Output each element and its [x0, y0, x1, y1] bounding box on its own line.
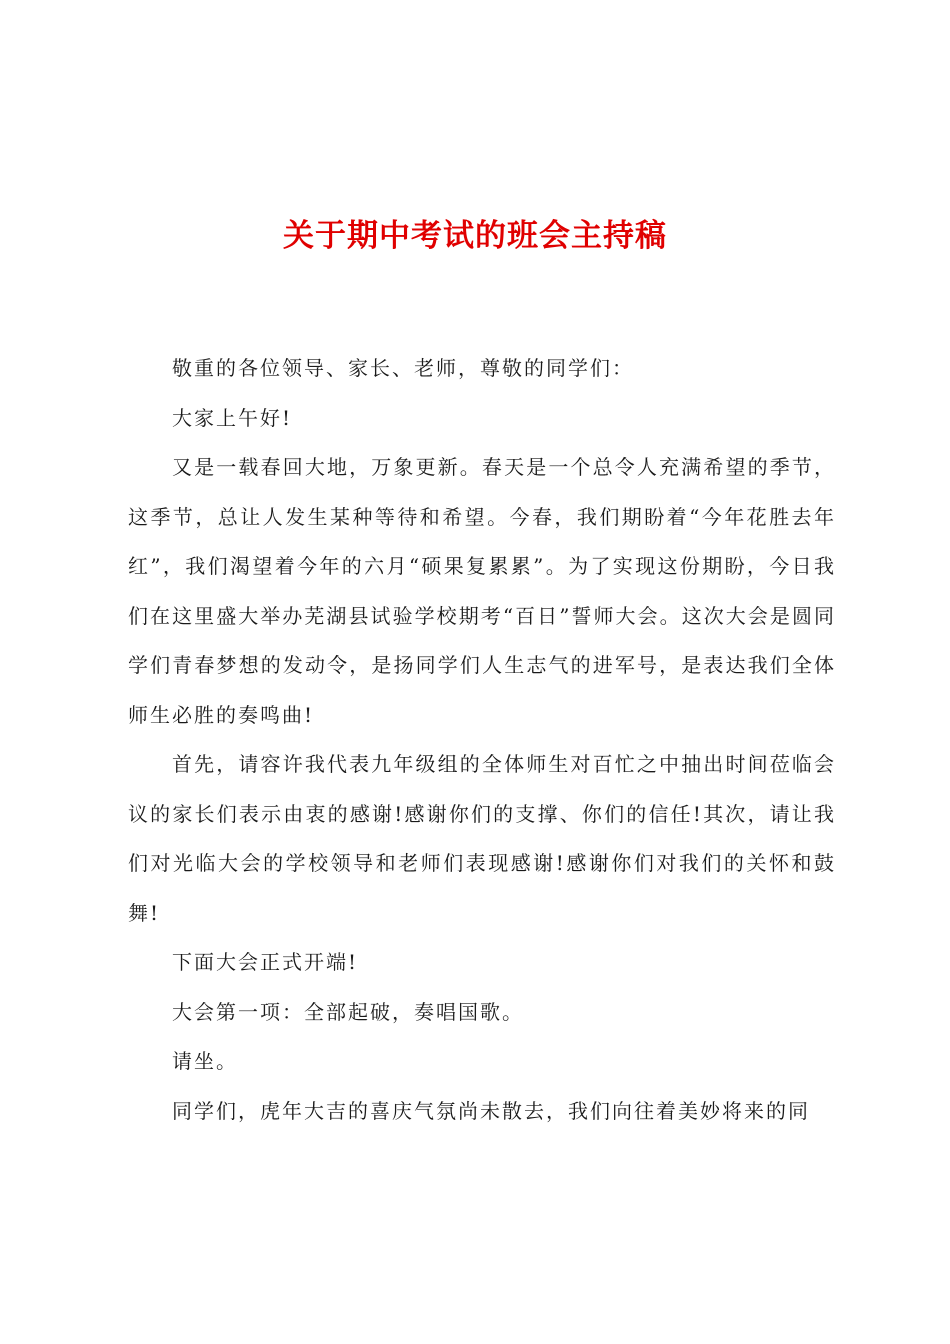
paragraph-thanks: 首先，请容许我代表九年级组的全体师生对百忙之中抽出时间莅临会议的家长们表示由衷的感谢!感谢你们的支撑、你们的信任!其次，请让我们对光临大会的学校领导和老师们表现感谢!感谢你们对我们的关怀和鼓舞! [128, 752, 836, 925]
paragraph-sit: 请坐。 [172, 1049, 238, 1073]
paragraph-students: 同学们，虎年大吉的喜庆气氛尚未散去，我们向往着美妙将来的同 [172, 1098, 810, 1123]
paragraph-salutation: 大家上午好! [172, 405, 293, 430]
paragraph-item-one: 大会第一项：全部起破，奏唱国歌。 [172, 999, 524, 1024]
paragraph-intro: 又是一载春回大地，万象更新。春天是一个总令人充满希望的季节，这季节，总让人发生某种等待和希望。今春，我们期盼着“今年花胜去年红”，我们渴望着今年的六月“硕果复累累”。为了实现这份期盼，今日我们在这里盛大举办芜湖县试验学校期考“百日”誓师大会。这次大会是圆同学们青春梦想的发动令，是扬同学们人生志气的进军号，是表达我们全体师生必胜的奏鸣曲! [128, 455, 836, 727]
document-title: 关于期中考试的班会主持稿 [283, 218, 667, 254]
document-body [128, 344, 836, 1136]
paragraph-greeting: 敬重的各位领导、家长、老师，尊敬的同学们： [172, 356, 634, 380]
paragraph-start: 下面大会正式开端! [172, 950, 359, 974]
